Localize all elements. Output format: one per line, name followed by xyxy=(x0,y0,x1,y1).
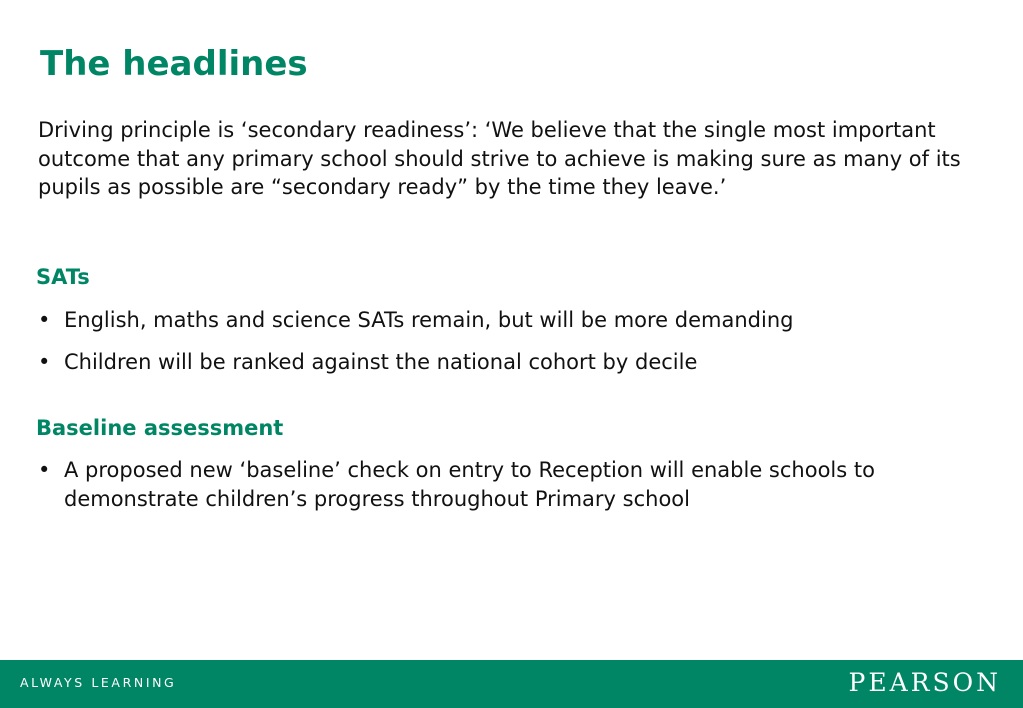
section-heading-sats: SATs xyxy=(36,265,90,289)
bullet-list-sats xyxy=(38,306,968,389)
footer-tagline: ALWAYS LEARNING xyxy=(20,675,177,690)
bullet-text: Children will be ranked against the national cohort by decile xyxy=(64,349,698,374)
pearson-logo: PEARSON xyxy=(848,668,1001,697)
intro-paragraph: Driving principle is ‘secondary readiness’: ‘We believe that the single most important outcome that any primary school should strive to achieve is making sure as many of its pupils as possible are “secondary ready” by the time they leave.’ xyxy=(38,118,961,199)
bullet-item xyxy=(38,456,968,513)
bullet-icon: • xyxy=(38,458,51,482)
bullet-text: A proposed new ‘baseline’ check on entry to Reception will enable schools to demonstrate children’s progress throughout Primary school xyxy=(64,458,875,511)
bullet-text: English, maths and science SATs remain, but will be more demanding xyxy=(64,308,794,332)
bullet-icon: • xyxy=(38,308,51,332)
bullet-list-baseline xyxy=(38,456,968,526)
bullet-item xyxy=(38,348,968,377)
section-heading-baseline-assessment: Baseline assessment xyxy=(36,416,284,440)
footer-bar xyxy=(0,660,1023,708)
slide-title: The headlines xyxy=(40,44,308,84)
bullet-item xyxy=(38,306,968,335)
bullet-icon: • xyxy=(38,349,51,374)
